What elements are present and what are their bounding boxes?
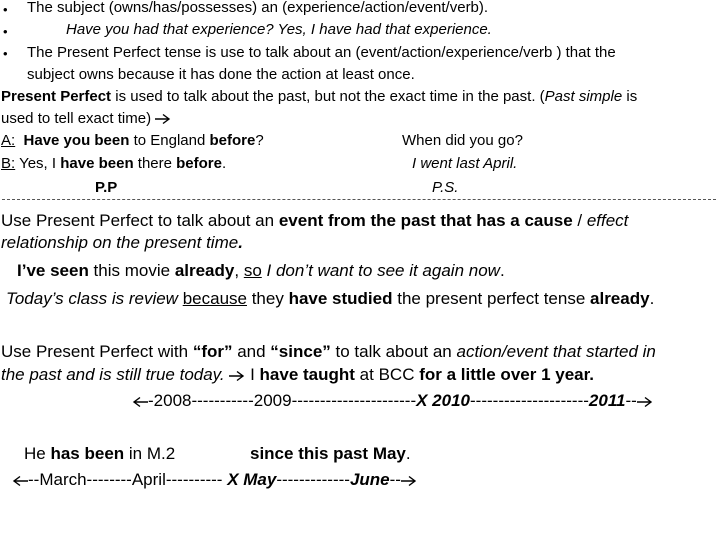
ps-tag: P.S. bbox=[432, 179, 459, 196]
bullet-2: • bbox=[3, 24, 8, 39]
bullet-1: • bbox=[3, 2, 8, 17]
arrow-left-icon bbox=[12, 475, 28, 487]
timeline-months: --March--------April---------- X May-------------June-- bbox=[12, 471, 417, 488]
example-b-line: B: Yes, I have been there before. bbox=[1, 155, 227, 172]
s3-line-1: Use Present Perfect with “for” and “since” to talk about an action/event that started in bbox=[1, 342, 656, 361]
bullet-text-1: The subject (owns/has/possesses) an (experience/action/event/verb). bbox=[27, 0, 489, 16]
arrow-right-icon bbox=[637, 396, 653, 408]
s2-example-1: I’ve seen this movie already, so I don’t want to see it again now. bbox=[17, 261, 505, 280]
s3-example-since: since this past May. bbox=[250, 444, 411, 463]
ps-label: Past simple bbox=[544, 88, 623, 105]
example-a-right: When did you go? bbox=[402, 132, 523, 149]
s2-example-2: Today’s class is review because they have studied the present perfect tense already. bbox=[6, 289, 655, 308]
example-a-line: A: Have you been to England before? bbox=[1, 132, 264, 149]
bullet-text-3a: The Present Perfect tense is use to talk about an (event/action/experience/verb ) that the bbox=[27, 44, 616, 61]
speaker-b: B: bbox=[1, 155, 16, 172]
arrow-right-icon bbox=[155, 113, 171, 125]
pp-definition-line-2: used to tell exact time) bbox=[1, 111, 171, 126]
arrow-right-icon bbox=[401, 475, 417, 487]
pp-tag: P.P bbox=[95, 179, 118, 196]
bullet-text-2: Have you had that experience? Yes, I have had that experience. bbox=[66, 21, 492, 38]
bullet-3: • bbox=[3, 46, 8, 61]
s2-line-1: Use Present Perfect to talk about an event from the past that has a cause / effect bbox=[1, 211, 629, 230]
pp-definition-line-1: Present Perfect is used to talk about the past, but not the exact time in the past. (Past simple is bbox=[1, 88, 638, 105]
pp-label: Present Perfect bbox=[1, 88, 112, 105]
s3-line-2: the past and is still true today. I have taught at BCC for a little over 1 year. bbox=[1, 365, 595, 384]
arrow-right-icon bbox=[229, 370, 245, 382]
example-b-right: I went last April. bbox=[412, 155, 518, 172]
section-divider bbox=[2, 199, 716, 200]
speaker-a: A: bbox=[1, 132, 16, 149]
timeline-years: -2008-----------2009----------------------X 2010---------------------2011-- bbox=[132, 392, 653, 409]
s2-line-2: relationship on the present time. bbox=[1, 233, 243, 252]
s3-example-he: He has been in M.2 bbox=[24, 444, 176, 463]
arrow-left-icon bbox=[132, 396, 148, 408]
bullet-text-3b: subject owns because it has done the action at least once. bbox=[27, 66, 415, 83]
